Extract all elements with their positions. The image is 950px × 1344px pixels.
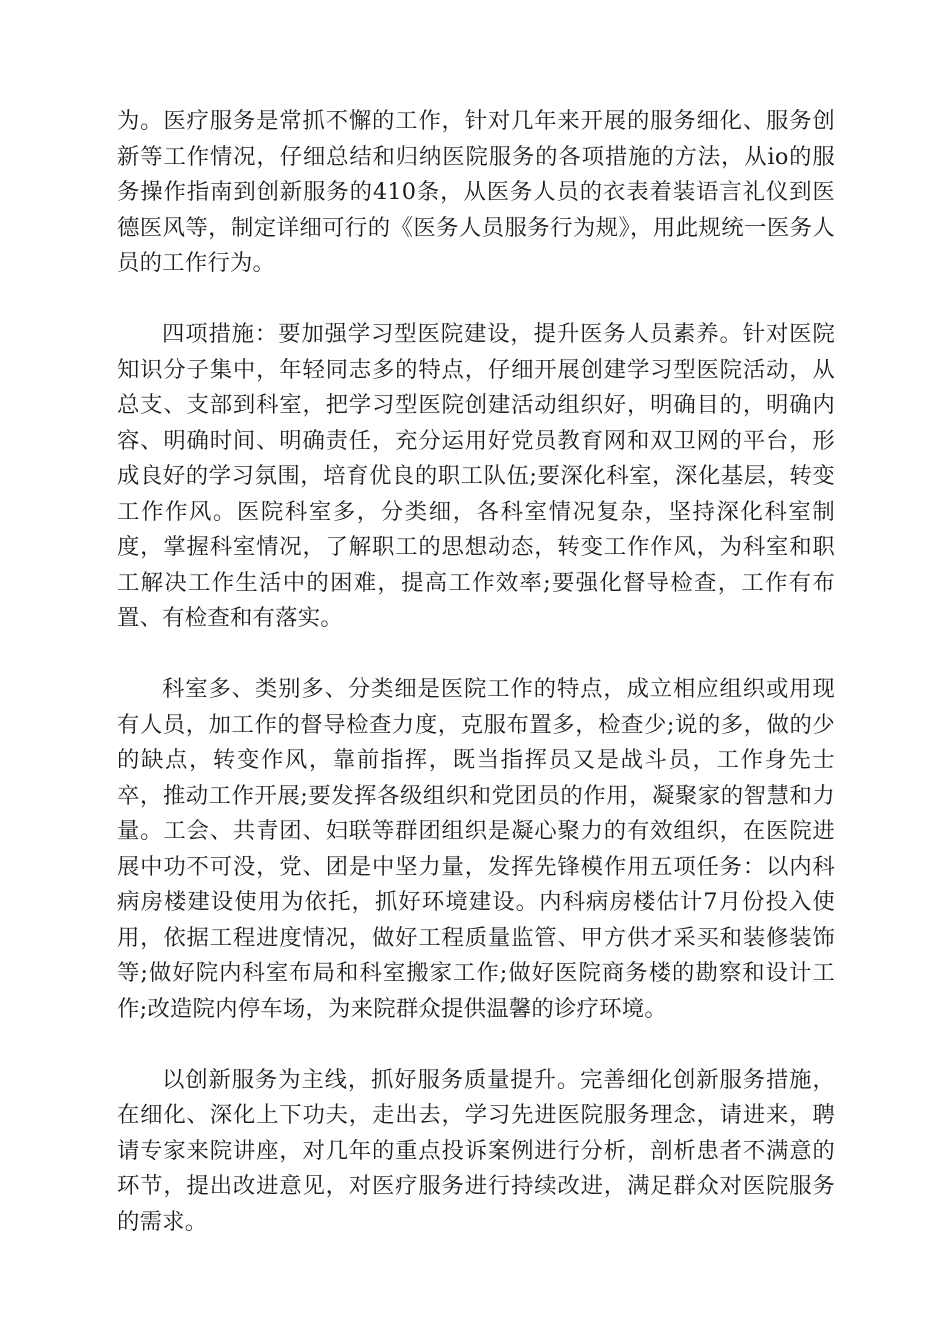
- paragraph-1: 为。医疗服务是常抓不懈的工作，针对几年来开展的服务细化、服务创新等工作情况，仔细总结和归纳医院服务的各项措施的方法，从io的服务操作指南到创新服务的410条，从医务人员的衣表着装语言礼仪到医德医风等，制定详细可行的《医务人员服务行为规》，用此规统一医务人员的工作行为。: [117, 108, 835, 276]
- paragraph-4: 以创新服务为主线，抓好服务质量提升。完善细化创新服务措施，在细化、深化上下功夫，走出去，学习先进医院服务理念，请进来，聘请专家来院讲座，对几年的重点投诉案例进行分析，剖析患者不满意的环节，提出改进意见，对医疗服务进行持续改进，满足群众对医院服务的需求。: [117, 1066, 835, 1235]
- document-body: [117, 104, 835, 1240]
- paragraph-3: 科室多、类别多、分类细是医院工作的特点，成立相应组织或用现有人员，加工作的督导检查力度，克服布置多，检查少;说的多，做的少的缺点，转变作风，靠前指挥，既当指挥员又是战斗员，工作身先士卒，推动工作开展;要发挥各级组织和党团员的作用，凝聚家的智慧和力量。工会、共青团、妇联等群团组织是凝心聚力的有效组织，在医院进展中功不可没，党、团是中坚力量，发挥先锋模作用五项任务：以内科病房楼建设使用为依托，抓好环境建设。内科病房楼估计7月份投入使用，依据工程进度情况，做好工程质量监管、甲方供才采买和装修装饰等;做好院内科室布局和科室搬家工作;做好医院商务楼的勘察和设计工作;改造院内停车场，为来院群众提供温馨的诊疗环境。: [117, 676, 835, 1022]
- paragraph-2: 四项措施：要加强学习型医院建设，提升医务人员素养。针对医院知识分子集中，年轻同志多的特点，仔细开展创建学习型医院活动，从总支、支部到科室，把学习型医院创建活动组织好，明确目的，明确内容、明确时间、明确责任，充分运用好党员教育网和双卫网的平台，形成良好的学习氛围，培育优良的职工队伍;要深化科室，深化基层，转变工作作风。医院科室多，分类细，各科室情况复杂，坚持深化科室制度，掌握科室情况，了解职工的思想动态，转变工作作风，为科室和职工解决工作生活中的困难，提高工作效率;要强化督导检查，工作有布置、有检查和有落实。: [117, 321, 835, 631]
